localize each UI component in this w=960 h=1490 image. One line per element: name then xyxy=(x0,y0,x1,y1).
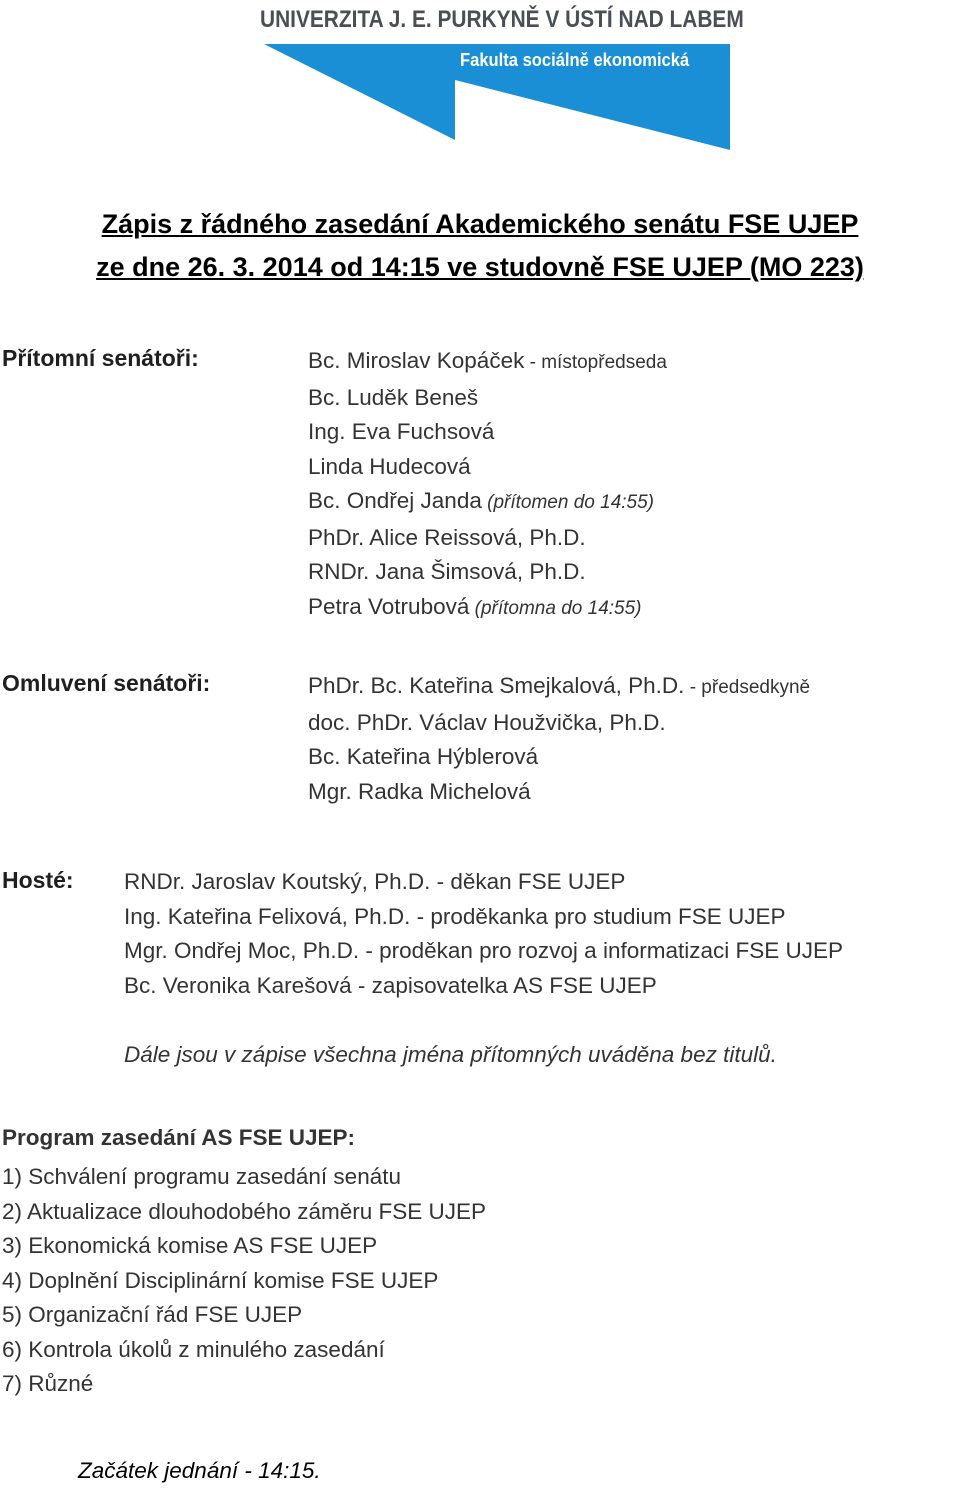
excused-label: Omluvení senátoři: xyxy=(2,670,211,696)
guest-item: Bc. Veronika Karešová - zapisovatelka AS FSE UJEP xyxy=(124,972,657,998)
faculty-name: Fakulta sociálně ekonomická xyxy=(460,50,690,70)
present-senator-item xyxy=(308,344,667,381)
program-item: 7) Různé xyxy=(2,1371,94,1396)
present-senator-note: (přítomen do 14:55) xyxy=(481,492,655,513)
present-senator-name: Bc. Ondřej Janda xyxy=(308,488,482,513)
meeting-start: Začátek jednání - 14:15. xyxy=(78,1458,321,1483)
present-senator-item xyxy=(308,450,667,485)
program-item: 6) Kontrola úkolů z minulého zasedání xyxy=(2,1336,385,1362)
excused-senator-item xyxy=(308,740,810,775)
program-list xyxy=(2,1160,486,1402)
titles-note: Dále jsou v zápise všechna jména přítomných uváděna bez titulů. xyxy=(124,1042,777,1067)
program-item: 5) Organizační řád FSE UJEP xyxy=(2,1302,303,1327)
present-label: Přítomní senátoři: xyxy=(2,345,199,371)
present-senator-item xyxy=(308,590,667,627)
excused-senator-name: doc. PhDr. Václav Houžvička, Ph.D. xyxy=(308,709,666,735)
present-senator-name: RNDr. Jana Šimsová, Ph.D. xyxy=(308,559,586,584)
present-senator-item xyxy=(308,415,667,450)
guest-item: Ing. Kateřina Felixová, Ph.D. - proděkanka pro studium FSE UJEP xyxy=(124,903,786,929)
document-title-line2: ze dne 26. 3. 2014 od 14:15 ve studovně FSE UJEP (MO 223) xyxy=(96,252,864,282)
present-senator-item xyxy=(308,484,667,521)
university-name: UNIVERZITA J. E. PURKYNĚ V ÚSTÍ NAD LABEM xyxy=(260,6,744,33)
present-senator-name: Ing. Eva Fuchsová xyxy=(308,419,495,444)
present-senator-item xyxy=(308,381,667,416)
guests-label xyxy=(2,867,74,894)
faculty-logo xyxy=(250,0,744,155)
excused-senator-item xyxy=(308,775,810,810)
present-senator-name: Bc. Luděk Beneš xyxy=(308,384,479,410)
guest-item: Mgr. Ondřej Moc, Ph.D. - proděkan pro rozvoj a informatizaci FSE UJEP xyxy=(124,938,844,963)
excused-senator-item xyxy=(308,669,810,706)
excused-senator-name: PhDr. Bc. Kateřina Smejkalová, Ph.D. xyxy=(308,673,685,698)
present-senator-item xyxy=(308,555,667,590)
guest-item: RNDr. Jaroslav Koutský, Ph.D. - děkan FSE UJEP xyxy=(124,869,626,894)
guests-label-text: Hosté: xyxy=(2,867,74,893)
program-item: 2) Aktualizace dlouhodobého záměru FSE UJEP xyxy=(2,1198,487,1224)
excused-senator-item xyxy=(308,706,810,741)
present-senator-name: PhDr. Alice Reissová, Ph.D. xyxy=(308,524,586,550)
present-senator-name: Linda Hudecová xyxy=(308,453,471,479)
present-senator-name: Bc. Miroslav Kopáček xyxy=(308,348,525,373)
present-senator-item xyxy=(308,521,667,556)
excused-senator-name: Mgr. Radka Michelová xyxy=(308,778,531,804)
present-senator-note: - místopředseda xyxy=(524,352,667,373)
present-senator-note: (přítomna do 14:55) xyxy=(469,597,642,619)
excused-senator-note: - předsedkyně xyxy=(684,677,811,698)
document-title-line1: Zápis z řádného zasedání Akademického senátu FSE UJEP xyxy=(101,209,859,239)
program-item: 3) Ekonomická komise AS FSE UJEP xyxy=(2,1233,378,1258)
excused-senators-list xyxy=(308,669,810,809)
guests-list xyxy=(124,865,843,1003)
program-heading: Program zasedání AS FSE UJEP: xyxy=(2,1125,356,1150)
excused-senator-name: Bc. Kateřina Hýblerová xyxy=(308,744,539,769)
present-senator-name: Petra Votrubová xyxy=(308,593,470,619)
present-senators-list xyxy=(308,344,667,626)
program-item: 4) Doplnění Disciplinární komise FSE UJEP xyxy=(2,1267,439,1293)
program-item: 1) Schválení programu zasedání senátu xyxy=(2,1164,401,1189)
